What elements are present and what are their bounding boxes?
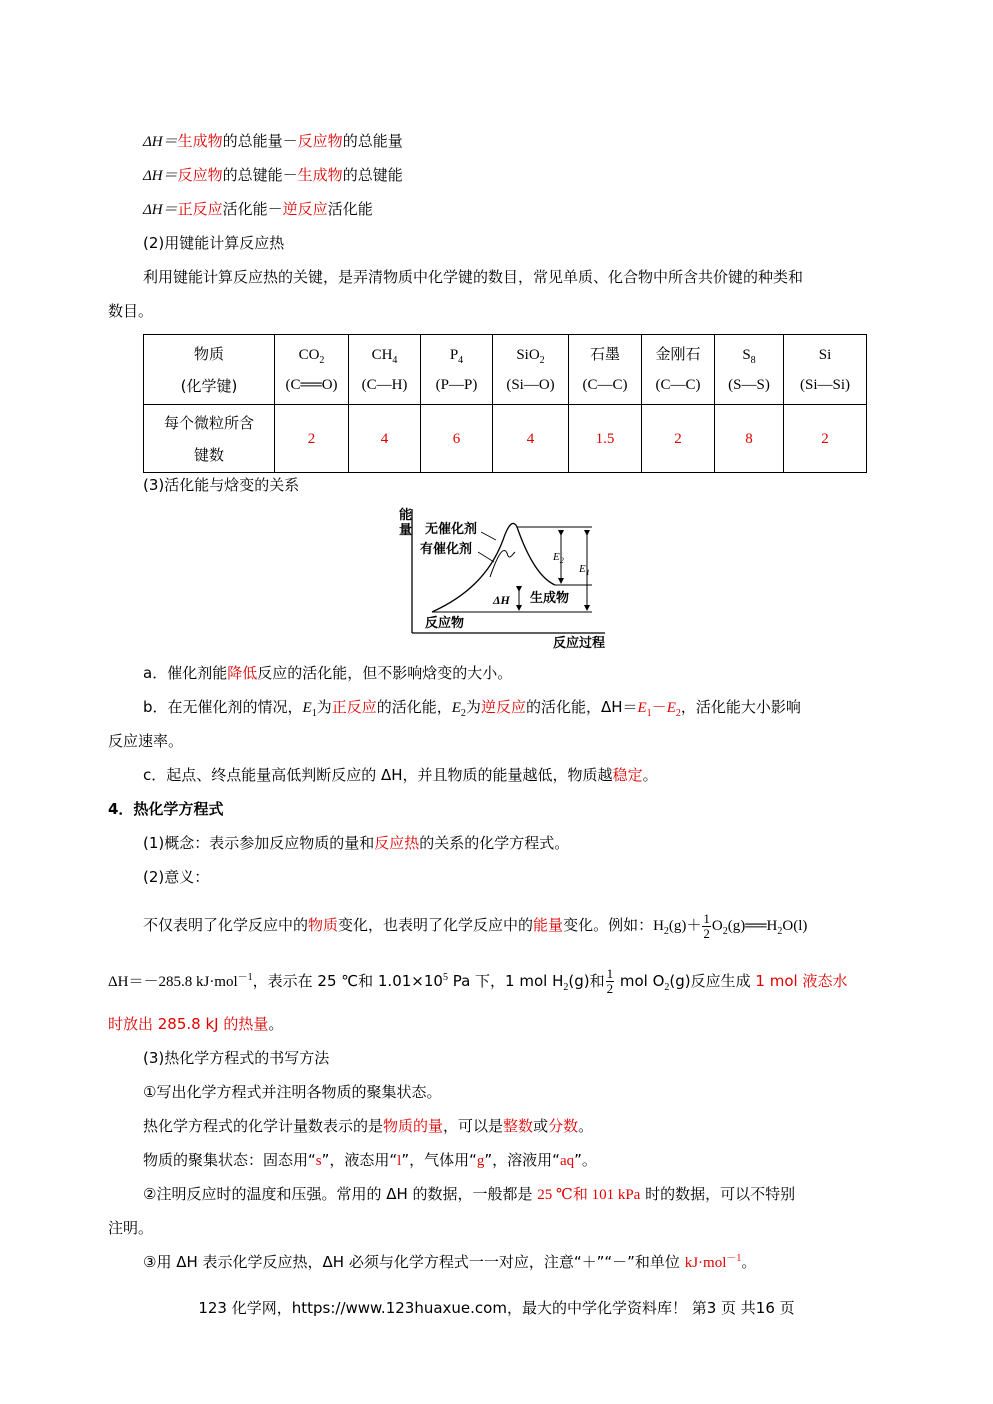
- formula-red-a: 正反应: [177, 200, 223, 218]
- label-catalyzed: 有催化剂: [420, 541, 473, 556]
- label-e2: [552, 551, 564, 565]
- section-4-title: 4．热化学方程式: [108, 800, 224, 818]
- w3-red: l: [397, 1153, 402, 1169]
- dh-text: Pa 下，1 mol H: [447, 972, 564, 990]
- dh-text: mol O: [615, 972, 665, 990]
- point-c: [143, 764, 658, 786]
- concept-tail: 的关系的化学方程式。: [419, 834, 570, 852]
- substance-name: CH: [371, 346, 393, 363]
- formula-mid: 的总键能－: [222, 166, 298, 184]
- formula-mid: 的总能量－: [222, 132, 298, 150]
- label-delta-h: ΔH: [493, 593, 510, 607]
- fraction-den: 2: [703, 926, 710, 942]
- x-axis-label: 反应过程: [553, 635, 606, 650]
- w3-text: ”，气体用“: [401, 1151, 477, 1169]
- meaning-red: 物质: [308, 916, 339, 934]
- bond-count-value: 2: [642, 405, 715, 473]
- formula-red-b: 生成物: [297, 166, 343, 184]
- w3-red: aq: [559, 1153, 575, 1169]
- dh-text: (g)反应生成: [669, 972, 756, 990]
- eq-arrow: ══: [745, 918, 767, 934]
- point-b-red: 逆反应: [480, 698, 526, 716]
- point-a-text: a．催化剂能: [143, 664, 228, 682]
- header-cell: [784, 335, 867, 405]
- bond-count-value: 8: [715, 405, 784, 473]
- formula-3: [143, 198, 373, 221]
- header-cell: [715, 335, 784, 405]
- w5-text: ③用 ΔH 表示化学反应热，ΔH 必须与化学方程式一一对应，注意“＋”“－”和单位: [143, 1253, 685, 1271]
- w2-red: 分数: [548, 1117, 579, 1135]
- eq-sub: 2: [663, 926, 669, 937]
- expr-minus: －: [651, 698, 667, 716]
- substance-name: SiO: [516, 346, 540, 363]
- writing-step-3: [143, 1251, 756, 1274]
- substance-sub: 8: [750, 354, 756, 366]
- w2-text: 。: [578, 1117, 594, 1135]
- formula-tail: 的总键能: [342, 166, 403, 184]
- substance-sub: 4: [458, 354, 464, 366]
- table-header-row: [144, 335, 867, 405]
- label-e1-sub: 1: [585, 568, 590, 577]
- w3-text: ”，液态用“: [321, 1151, 398, 1169]
- dh-text: ，表示在 25 ℃和 1.01×10: [252, 972, 443, 990]
- delta-h-line: [108, 960, 847, 1003]
- concept-red: 反应热: [374, 834, 420, 852]
- eq-g: (g)＋: [668, 918, 702, 934]
- label-uncatalyzed: 无催化剂: [425, 521, 478, 536]
- w2-red: 整数: [503, 1117, 534, 1135]
- fraction-num: 1: [606, 966, 614, 981]
- eq-h: H: [653, 918, 664, 934]
- row-label-cell: [144, 405, 275, 473]
- formula-tail: 活化能: [327, 200, 373, 218]
- eq-h: H: [766, 918, 778, 934]
- page-footer: 123 化学网，https://www.123huaxue.com，最大的中学化学资料库！ 第3 页 共16 页: [198, 1299, 795, 1317]
- point-c-text: c．起点、终点能量高低判断反应的 ΔH，并且物质的能量越低，物质越: [143, 766, 613, 784]
- bond-count-value: 4: [493, 405, 569, 473]
- row-label-2: 键数: [193, 445, 224, 464]
- point-b-text: b．在无催化剂的情况，: [143, 698, 303, 716]
- bond-type: (Si—O): [506, 376, 555, 393]
- expr-e2-sub: 2: [675, 708, 681, 719]
- writing-states: [143, 1149, 597, 1172]
- eq-l: O(l): [782, 918, 808, 934]
- bond-type: (Si—Si): [799, 376, 850, 393]
- w5-sup: －1: [726, 1253, 742, 1264]
- point-b-mid: 的活化能，ΔH＝: [525, 698, 638, 716]
- bond-count-value: 4: [349, 405, 421, 473]
- eq-g: (g): [727, 918, 746, 934]
- point-c-red: 稳定: [612, 766, 643, 784]
- meaning-heading: (2)意义：: [143, 868, 210, 886]
- writing-step-2: [143, 1183, 795, 1206]
- label-e2-letter: E: [553, 551, 560, 563]
- bond-type: (C══O): [285, 376, 338, 393]
- dh-text: (g)和: [568, 972, 605, 990]
- bond-count-value: 1.5: [569, 405, 642, 473]
- e1-symbol: E: [302, 700, 312, 716]
- writing-heading: (3)热化学方程式的书写方法: [143, 1049, 330, 1067]
- bond-type: (S—S): [728, 376, 770, 393]
- writing-step-1: ①写出化学方程式并注明各物质的聚集状态。: [143, 1083, 442, 1101]
- bond-count-value: 2: [784, 405, 867, 473]
- bond-count-value: 2: [275, 405, 349, 473]
- label-e1-letter: E: [579, 563, 586, 575]
- w3-text: 物质的聚集状态：固态用“: [143, 1151, 316, 1169]
- label-e2-sub: 2: [559, 556, 564, 565]
- eq-o: O: [711, 918, 723, 934]
- header-label-1: 物质: [193, 344, 224, 363]
- substance-name: 金刚石: [655, 346, 701, 363]
- header-cell: [493, 335, 569, 405]
- formula-red-b: 反应物: [297, 132, 343, 150]
- expr-e2: E: [666, 700, 676, 716]
- formula-red-a: 反应物: [177, 166, 223, 184]
- header-label-cell: [144, 335, 275, 405]
- bond-type: (C—C): [582, 376, 628, 393]
- point-b-mid: 的活化能，: [376, 698, 452, 716]
- substance-sub: 2: [539, 354, 545, 366]
- w3-text: ”，溶液用“: [484, 1151, 560, 1169]
- dh-sub: 2: [563, 982, 569, 993]
- header-cell: [642, 335, 715, 405]
- substance-name: CO: [298, 346, 320, 363]
- dh-sub: 2: [664, 982, 670, 993]
- leader-catalyzed: [478, 552, 494, 562]
- writing-step-2-line-2: 注明。: [108, 1219, 154, 1237]
- bond-type: (C—H): [361, 376, 408, 393]
- formula-prefix: ΔH＝: [143, 168, 178, 184]
- concept-line: [143, 832, 569, 854]
- leader-uncatalyzed: [481, 532, 496, 540]
- substance-name: P: [449, 346, 459, 363]
- dh-red: 时放出 285.8 kJ 的热量: [108, 1015, 269, 1033]
- point-b-mid: 为: [465, 698, 481, 716]
- w3-red: s: [315, 1153, 322, 1169]
- w2-text: ，可以是: [443, 1117, 504, 1135]
- section-2-heading: (2)用键能计算反应热: [143, 234, 285, 252]
- meaning-line: [143, 904, 807, 947]
- formula-prefix: ΔH＝: [143, 202, 178, 218]
- point-b: [143, 696, 801, 719]
- point-a-tail: 反应的活化能，但不影响焓变的大小。: [257, 664, 513, 682]
- formula-2: [143, 164, 403, 187]
- label-reactant: 反应物: [425, 615, 465, 630]
- dh-sup: －1: [237, 972, 253, 983]
- y-axis-label-2: 量: [399, 522, 413, 537]
- expr-e1: E: [637, 700, 647, 716]
- section-3-heading: (3)活化能与焓变的关系: [143, 476, 300, 494]
- y-axis-label-1: 能: [399, 507, 413, 522]
- header-cell: [275, 335, 349, 405]
- w2-red: 物质的量: [383, 1117, 444, 1135]
- fraction: [606, 967, 615, 996]
- example-equation: [653, 911, 808, 942]
- w2-text: 或: [533, 1117, 549, 1135]
- meaning-text: 不仅表明了化学反应中的: [143, 916, 309, 934]
- concept-text: (1)概念：表示参加反应物质的量和: [143, 834, 375, 852]
- section-2-paragraph-line-1: 利用键能计算反应热的关键，是弄清物质中化学键的数目，常见单质、化合物中所含共价键的种类和: [143, 268, 804, 286]
- w2-text: 热化学方程式的化学计量数表示的是: [143, 1117, 384, 1135]
- meaning-text: 变化。例如：: [563, 916, 654, 934]
- dh-sup: 5: [442, 972, 448, 983]
- label-e1: [578, 563, 590, 577]
- w5-red: kJ·mol: [684, 1255, 727, 1271]
- label-product: 生成物: [530, 590, 570, 605]
- substance-sub: 4: [392, 354, 398, 366]
- delta-h-value: [108, 974, 253, 990]
- formula-mid: 活化能－: [222, 200, 283, 218]
- point-b-tail: ，活化能大小影响: [680, 698, 801, 716]
- formula-tail: 的总能量: [342, 132, 403, 150]
- dh-text: ΔH＝－285.8 kJ·mol: [108, 974, 238, 990]
- point-a-red: 降低: [227, 664, 258, 682]
- bond-count-table: [143, 334, 867, 473]
- eq-sub: 2: [722, 926, 728, 937]
- point-a: [143, 662, 512, 684]
- w3-red: g: [476, 1153, 485, 1169]
- header-cell: [349, 335, 421, 405]
- dh-red: 1 mol 液态水: [755, 972, 848, 990]
- w3-text: ”。: [574, 1151, 597, 1169]
- eq-sub: 2: [777, 926, 783, 937]
- writing-coefficients: [143, 1115, 593, 1137]
- point-c-tail: 。: [642, 766, 658, 784]
- w4-red: 25 ℃和 101 kPa: [537, 1187, 641, 1203]
- meaning-text: 变化，也表明了化学反应中的: [338, 916, 534, 934]
- catalyzed-curve: [490, 550, 515, 577]
- w4-text: 时的数据，可以不特别: [640, 1185, 796, 1203]
- bond-type: (P—P): [435, 376, 478, 393]
- header-cell: [569, 335, 642, 405]
- substance-name: 石墨: [589, 346, 620, 363]
- formula-prefix: ΔH＝: [143, 134, 178, 150]
- w4-text: ②注明反应时的温度和压强。常用的 ΔH 的数据，一般都是: [143, 1185, 538, 1203]
- fraction: [702, 912, 711, 941]
- point-b-red: 正反应: [331, 698, 377, 716]
- e2-sub: 2: [460, 708, 466, 719]
- expr-e1-sub: 1: [646, 708, 652, 719]
- bond-count-value: 6: [421, 405, 493, 473]
- fraction-num: 1: [703, 911, 710, 927]
- formula-red-b: 逆反应: [282, 200, 328, 218]
- row-label-1: 每个微粒所含: [163, 413, 254, 432]
- header-label-2: (化学键): [180, 376, 238, 395]
- w5-text: 。: [741, 1253, 757, 1271]
- substance-name: S: [742, 346, 751, 363]
- dh-end: 。: [268, 1015, 284, 1033]
- section-2-paragraph-line-2: 数目。: [108, 302, 154, 320]
- delta-h-line-2: [108, 1013, 283, 1035]
- substance-name: Si: [818, 346, 832, 363]
- e1-sub: 1: [311, 708, 317, 719]
- e2-symbol: E: [451, 700, 461, 716]
- energy-diagram: [395, 505, 615, 653]
- point-b-line-2: 反应速率。: [108, 732, 184, 750]
- point-b-mid: 为: [316, 698, 332, 716]
- fraction-den: 2: [606, 981, 614, 996]
- formula-red-a: 生成物: [177, 132, 223, 150]
- table-value-row: [144, 405, 867, 473]
- substance-sub: 2: [319, 354, 325, 366]
- header-cell: [421, 335, 493, 405]
- bond-type: (C—C): [655, 376, 701, 393]
- meaning-red: 能量: [533, 916, 564, 934]
- formula-1: [143, 130, 403, 153]
